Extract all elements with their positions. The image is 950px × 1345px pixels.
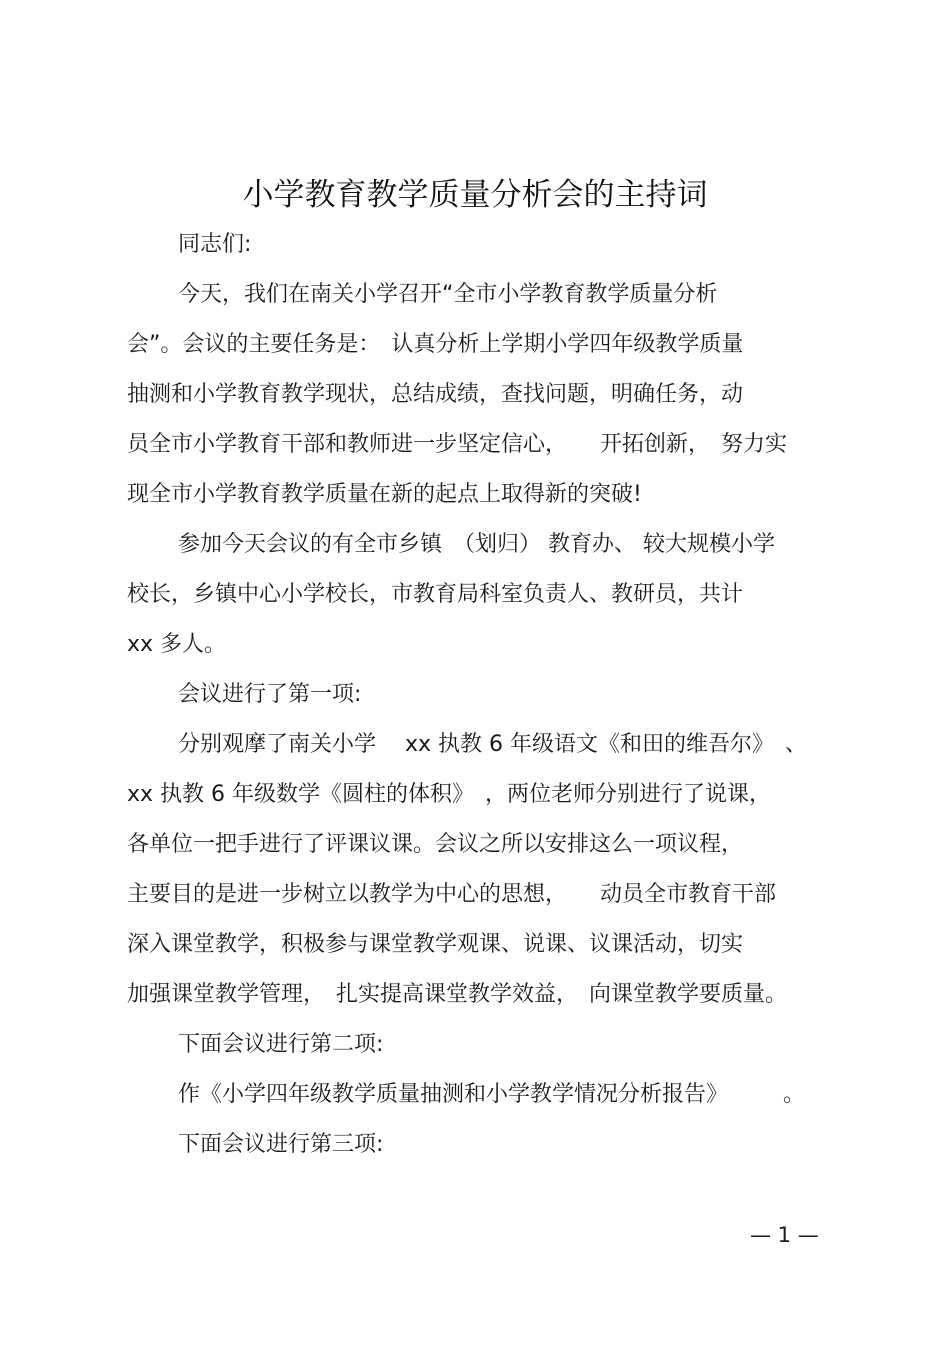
paragraph-line-1: 同志们:: [178, 232, 252, 257]
paragraph-line-13: 各单位一把手进行了评课议课。会议之所以安排这么一项议程，: [127, 832, 744, 857]
paragraph-line-16: 加强课堂教学管理， 扎实提高课堂教学效益， 向课堂教学要质量。: [127, 982, 788, 1007]
paragraph-line-12: xx 执教 6 年级数学《圆柱的体积》 ，两位老师分别进行了说课，: [127, 782, 772, 807]
paragraph-line-11: 分别观摩了南关小学 xx 执教 6 年级语文《和田的维吾尔》 、: [178, 732, 808, 757]
paragraph-line-4: 抽测和小学教育教学现状，总结成绩，查找问题，明确任务，动: [127, 382, 744, 407]
paragraph-line-19: 下面会议进行第三项:: [178, 1132, 384, 1157]
paragraph-line-6: 现全市小学教育教学质量在新的起点上取得新的突破!: [127, 482, 642, 507]
paragraph-line-18: 作《小学四年级教学质量抽测和小学教学情况分析报告》 。: [178, 1082, 806, 1107]
paragraph-line-7: 参加今天会议的有全市乡镇 （划归） 教育办、 较大规模小学: [178, 532, 775, 557]
page-number: — 1 —: [750, 1223, 819, 1247]
paragraph-line-5: 员全市小学教育干部和教师进一步坚定信心， 开拓创新， 努力实: [127, 432, 788, 457]
paragraph-line-8: 校长，乡镇中心小学校长，市教育局科室负责人、教研员，共计: [127, 582, 744, 607]
paragraph-line-3: 会”。会议的主要任务是： 认真分析上学期小学四年级教学质量: [127, 332, 744, 357]
paragraph-line-14: 主要目的是进一步树立以教学为中心的思想， 动员全市教育干部: [127, 882, 777, 907]
paragraph-line-2: 今天，我们在南关小学召开“全市小学教育教学质量分析: [178, 282, 718, 307]
paragraph-line-10: 会议进行了第一项:: [178, 682, 362, 707]
paragraph-line-15: 深入课堂教学，积极参与课堂教学观课、说课、议课活动，切实: [127, 932, 744, 957]
document-title: 小学教育教学质量分析会的主持词: [242, 177, 708, 213]
paragraph-line-9: xx 多人。: [127, 632, 227, 657]
paragraph-line-17: 下面会议进行第二项:: [178, 1032, 384, 1057]
